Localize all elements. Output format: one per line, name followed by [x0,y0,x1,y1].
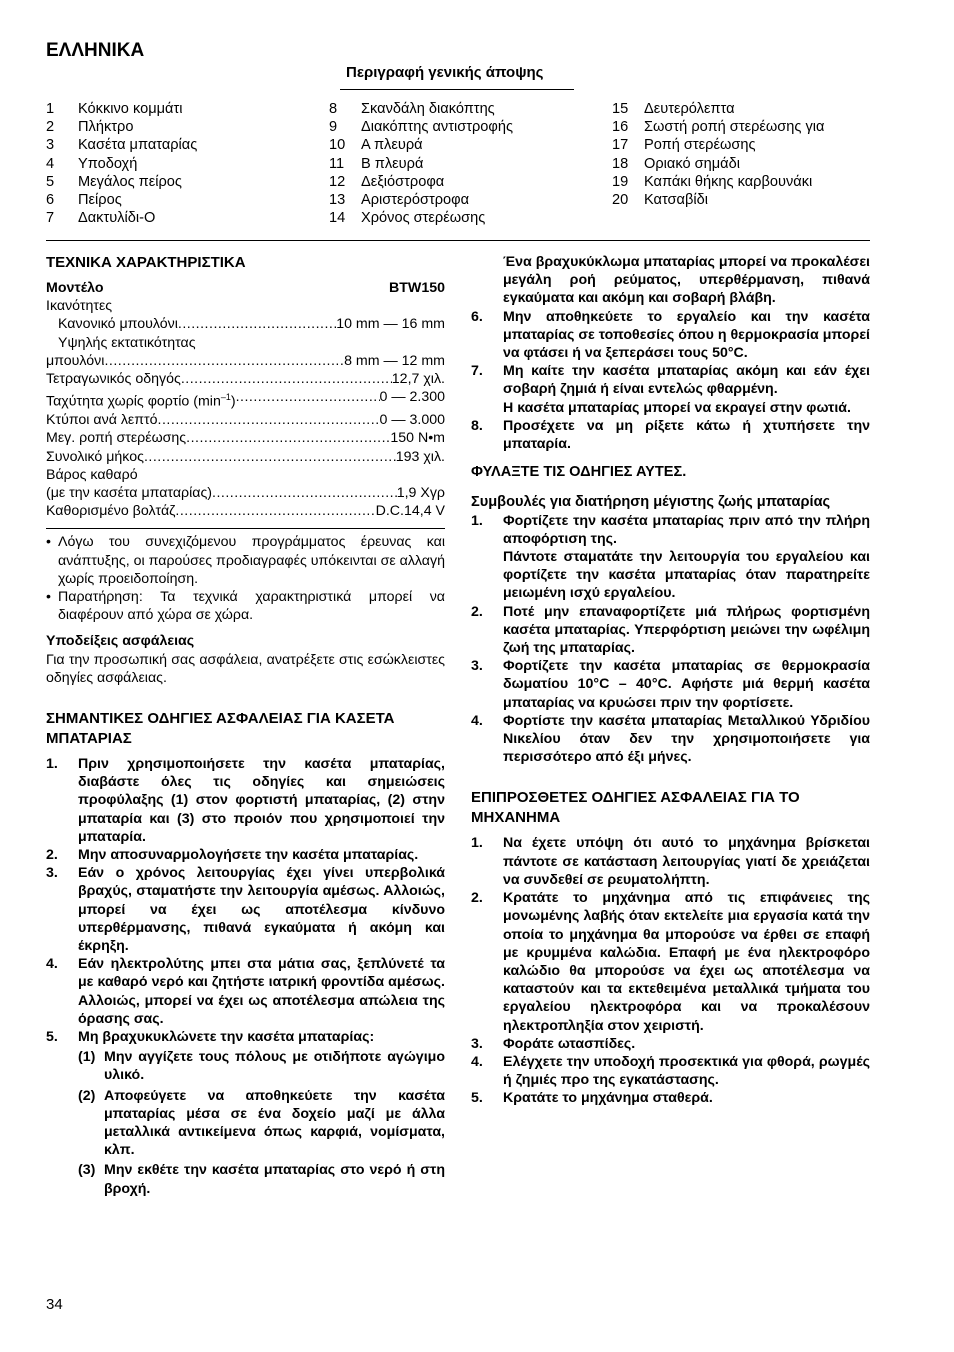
spec-row: μπουλόνι ..... 8 mm — 12 mm [46,352,445,370]
specs-heading: ΤΕΧΝΙΚΑ ΧΑΡΑΚΤΗΡΙΣΤΙΚΑ [46,254,246,271]
spec-row: Καθορισμένο βολτάζ ..... D.C.14,4 V [46,502,445,520]
short-circuit-note: Ένα βραχυκύκλωμα μπαταρίας μπορεί να προκαλέσει μεγάλη ροή ρεύματος, υπερθέρμανση, πιθανά εγκαύματα και ακόμη και σοβαρή βλάβη. [503,254,870,307]
general-view-title: Περιγραφή γενικής άποψης [346,64,544,81]
list-item: 10 Α πλευρά [329,137,423,154]
keep-instructions: ΦΥΛΑΞΤΕ ΤΙΣ ΟΔΗΓΙΕΣ ΑΥΤΕΣ. [471,464,687,481]
list-item: 14 Χρόνος στερέωσης [329,210,486,227]
list-item: 5. Μη βραχυκυκλώνετε την κασέτα μπαταρίας: [46,1029,375,1046]
model-row [46,279,445,297]
spec-row: Μεγ. ροπή στερέωσης ..... 150 N•m [46,429,445,447]
model-value: BTW150 [389,280,445,296]
list-item: 4. Ελέγχετε την υποδοχή προσεκτικά για φθορά, ρωγμές ή ζημιές προ της εγκατάστασης. [471,1053,870,1089]
spec-row: Ταχύτητα χωρίς φορτίο $(\min^{-1})$ ..... 0 — 2.300 [46,388,445,411]
list-item: 11 Β πλευρά [329,155,424,172]
list-item: 7 Δακτυλίδι-Ο [46,210,156,227]
list-item: 5. Κρατάτε το μηχάνημα σταθερά. [471,1090,713,1107]
list-item: 17 Ροπή στερέωσης [612,137,756,154]
list-item: 4 Υποδοχή [46,155,138,172]
title-underline [340,89,574,90]
spec-note: • Παρατήρηση: Τα τεχνικά χαρακτηριστικά μπορεί να διαφέρουν από χώρα σε χώρα. [46,588,445,624]
list-item: 9 Διακόπτης αντιστροφής [329,119,514,136]
list-item: 5 Μεγάλος πείρος [46,173,182,190]
left-column [46,253,445,1198]
parts-column-2 [329,100,513,227]
list-item: 6. Μην αποθηκεύετε το εργαλείο και την κασέτα μπαταρίας σε τοποθεσίες όπου η θερμοκρασία μπορεί να φτάσει ή να ξεπεράσει τους 50°C. [471,308,870,362]
spec-row: Τετραγωνικός οδηγός ..... 12,7 χιλ. [46,370,445,388]
list-item: 3. Φορτίζετε την κασέτα μπαταρίας σε θερμοκρασία δωματίου 10°C – 40°C. Αφήστε μιά θερμή κασέτα μπαταρίας να κρυώσει πριν την φορτίσετε. [471,658,870,711]
spec-note: • Λόγω του συνεχιζόμενου προγράμματος έρευνας και ανάπτυξης, οι παρούσες προδιαγραφές υπόκεινται σε αλλαγή χωρίς προειδοποίηση. [46,534,445,587]
spec-row: Κανονικό μπουλόνι ..... 10 mm — 16 mm [46,315,445,333]
parts-column-3 [612,100,824,209]
list-item: 2 Πλήκτρο [46,119,134,136]
list-item: 2. Κρατάτε το μηχάνημα από τις επιφάνειες της μονωμένης λαβής όταν εκτελείτε μια εργασία κατά την οποία το μηχάνημα θα μπορούσε να έρθει σε επαφή με κρυμμένα καλώδια. Επαφή με ένα ηλεκτροφόρο καλώδιο θα μπορούσε να έχει ως αποτέλεσμα να καταστούν και τα εκτεθειμένα μεταλλικά τμήματα του εργαλείου ηλεκτροφόρα και να προκαλέσουν ηλεκτροπληξία στον χειριστή. [471,890,870,1034]
safety-hints-text: Για την προσωπική σας ασφάλεια, ανατρέξετε στις εσώκλειστες οδηγίες ασφάλειας. [46,651,445,686]
safety-hints-heading: Υποδείξεις ασφάλειας [46,633,195,650]
machine-safety-heading: ΕΠΙΠΡΟΣΘΕΤΕΣ ΟΔΗΓΙΕΣ ΑΣΦΑΛΕΙΑΣ ΓΙΑ ΤΟ ΜΗΧΑΝΗΜΑ [471,789,800,827]
list-item: 16 Σωστή ροπή στερέωσης για [612,119,825,136]
spec-row: Κτύποι ανά λεπτό ..... 0 — 3.000 [46,411,445,429]
list-item: 1. Πριν χρησιμοποιήσετε την κασέτα μπαταρίας, διαβάστε όλες τις οδηγίες και σημειώσεις προφύλαξης (1) στον φορτιστή μπαταρίας, (2) στην μπαταρία και (3) στο προιόν που χρησιμοποιεί την μπαταρία. [46,756,445,845]
spec-prelabel: Βάρος καθαρό [46,466,138,483]
list-item: 3. Φοράτε ωτασπίδες. [471,1035,636,1052]
list-item: 1 Κόκκινο κομμάτι [46,101,183,117]
list-item: 4. Εάν ηλεκτρολύτης μπει στα μάτια σας, ξεπλύνετέ τα με καθαρό νερό και ζητήστε ιατρική φροντίδα αμέσως. Αλλοιώς, μπορεί να έχει ως αποτέλεσμα απώλεια της όρασης σας. [46,956,445,1027]
section-divider [46,240,870,241]
battery-safety-heading: ΣΗΜΑΝΤΙΚΕΣ ΟΔΗΓΙΕΣ ΑΣΦΑΛΕΙΑΣ ΓΙΑ ΚΑΣΕΤΑ ΜΠΑΤΑΡΙΑΣ [46,710,395,747]
list-item: 3. Εάν ο χρόνος λειτουργίας έχει γίνει υπερβολικά βραχύς, σταματήστε την λειτουργία αμέσως. Αλλοιώς, μπορεί να έχει ως αποτέλεσμα κίνδυνο υπερθέρμανσης, πιθανά εγκαύματα ή ακόμη και έκρηξη. [46,865,445,955]
spec-row: (με την κασέτα μπαταρίας) ..... 1,9 Χγρ [46,484,445,502]
list-item: 12 Δεξιόστροφα [329,173,445,190]
list-item: 1. Να έχετε υπόψη ότι αυτό το μηχάνημα βρίσκεται πάντοτε σε κατάσταση λειτουργίας γιατί δε χρειάζεται να συνδεθεί σε ρευματολήπτη. [471,835,870,888]
list-item: 19 Καπάκι θήκης καρβουνάκι [612,173,813,190]
sub-list-item: (1) Μην αγγίζετε τους πόλους με οτιδήποτε αγώγιμο υλικό. [78,1049,445,1084]
parts-column-1 [46,100,197,227]
capacities-label: Ικανότητες [46,298,113,315]
spec-row: Συνολικό μήκος ..... 193 χιλ. [46,448,445,466]
list-item: 18 Οριακό σημάδι [612,155,740,172]
list-item: 4. Φορτίστε την κασέτα μπαταρίας Μεταλλικού Υδριδίου Νικελίου όταν δεν την χρησιμοποιήσετε για περισσότερο από έξι μήνες. [471,712,870,766]
list-item: 15 Δευτερόλεπτα [612,101,735,117]
right-column [471,253,870,1108]
sub-list-item: (3) Μην εκθέτε την κασέτα μπαταρίας στο νερό ή στη βροχή. [78,1162,445,1197]
list-item: 6 Πείρος [46,192,122,209]
language-heading: ΕΛΛΗΝΙΚΑ [46,40,145,61]
list-item: 2. Ποτέ μην επαναφορτίζετε μιά πλήρως φορτισμένη κασέτα μπαταρίας. Υπερφόρτιση μειώνει την ωφέλιμη ζωή της μπαταρίας. [471,603,870,657]
list-item: 3 Κασέτα μπαταρίας [46,137,198,154]
model-label: Μοντέλο [46,280,104,296]
list-item: 2. Μην αποσυναρμολογήσετε την κασέτα μπαταρίας. [46,847,419,864]
list-item: 13 Αριστερόστροφα [329,192,470,209]
list-item: 1. Φορτίζετε την κασέτα μπαταρίας πριν από την πλήρη αποφόρτιση της. Πάντοτε σταματάτε την λειτουργία του εργαλείου και φορτίζετε την κασέτα μπαταρίας όταν παρατηρείτε μειωμένη ισχύ εργαλείου. [471,512,870,602]
sub-list-item: (2) Αποφεύγετε να αποθηκεύετε την κασέτα μπαταρίας μέσα σε ένα δοχείο μαζί με άλλα μεταλλικά αντικείμενα όπως καρφιά, νομίσματα, κλπ. [78,1087,445,1159]
list-item: 20 Κατσαβίδι [612,192,708,209]
spec-prelabel: Υψηλής εκτατικότητας [58,334,196,351]
page-number: 34 [46,1296,63,1313]
battery-life-heading: Συμβουλές για διατήρηση μέγιστης ζωής μπαταρίας [471,494,831,511]
list-item: 7. Μη καίτε την κασέτα μπαταρίας ακόμη και εάν έχει σοβαρή ζημιά ή είναι εντελώς φθαρμένη. Η κασέτα μπαταρίας μπορεί να εκραγεί στην φωτιά. [471,363,870,416]
list-item: 8 Σκανδάλη διακόπτης [329,101,495,117]
list-item: 8. Προσέχετε να μη ρίξετε κάτω ή χτυπήσετε την μπαταρία. [471,417,870,453]
